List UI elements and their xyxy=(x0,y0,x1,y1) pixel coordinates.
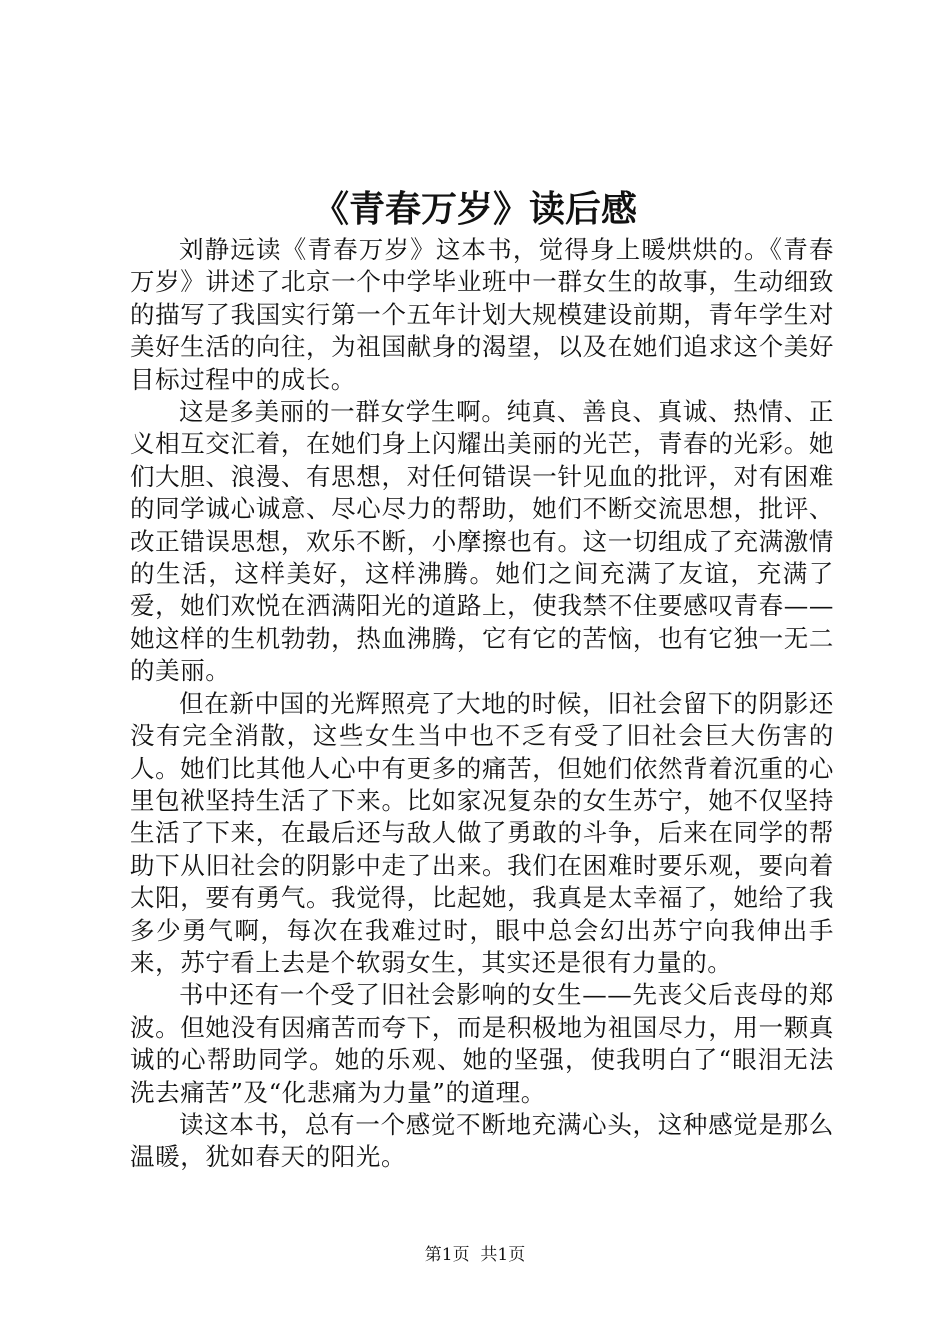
document-title: 《青春万岁》读后感 xyxy=(312,188,637,230)
paragraph: 刘静远读《青春万岁》这本书，觉得身上暖烘烘的。《青春万岁》讲述了北京一个中学毕业班中一群女生的故事，生动细致的描写了我国实行第一个五年计划大规模建设前期，青年学生对美好生活的向往，为祖国献身的渴望，以及在她们追求这个美好目标过程中的成长。 xyxy=(130,235,834,394)
document-body xyxy=(130,234,834,1174)
page-number: 第1页 xyxy=(424,1245,470,1265)
page-total: 共1页 xyxy=(480,1245,526,1265)
paragraph: 读这本书，总有一个感觉不断地充满心头，这种感觉是那么温暖，犹如春天的阳光。 xyxy=(130,1109,834,1172)
paragraph: 但在新中国的光辉照亮了大地的时候，旧社会留下的阴影还没有完全消散，这些女生当中也不乏有受了旧社会巨大伤害的人。她们比其他人心中有更多的痛苦，但她们依然背着沉重的心里包袱坚持生活了下来。比如家况复杂的女生苏宁，她不仅坚持生活了下来，在最后还与敌人做了勇敢的斗争，后来在同学的帮助下从旧社会的阴影中走了出来。我们在困难时要乐观，要向着太阳，要有勇气。我觉得，比起她，我真是太幸福了，她给了我多少勇气啊，每次在我难过时，眼中总会幻出苏宁向我伸出手来，苏宁看上去是个软弱女生，其实还是很有力量的。 xyxy=(130,688,834,977)
paragraph: 书中还有一个受了旧社会影响的女生——先丧父后丧母的郑波。但她没有因痛苦而夸下，而是积极地为祖国尽力，用一颗真诚的心帮助同学。她的乐观、她的坚强，使我明白了“眼泪无法洗去痛苦”及“化悲痛为力量”的道理。 xyxy=(130,980,834,1107)
paragraph: 这是多美丽的一群女学生啊。纯真、善良、真诚、热情、正义相互交汇着，在她们身上闪耀出美丽的光芒，青春的光彩。她们大胆、浪漫、有思想，对任何错误一针见血的批评，对有困难的同学诚心诚意、尽心尽力的帮助，她们不断交流思想，批评、改正错误思想，欢乐不断，小摩擦也有。这一切组成了充满激情的生活，这样美好，这样沸腾。她们之间充满了友谊，充满了爱，她们欢悦在洒满阳光的道路上，使我禁不住要感叹青春——她这样的生机勃勃，热血沸腾，它有它的苦恼，也有它独一无二的美丽。 xyxy=(130,397,834,686)
page-footer xyxy=(0,1243,950,1267)
